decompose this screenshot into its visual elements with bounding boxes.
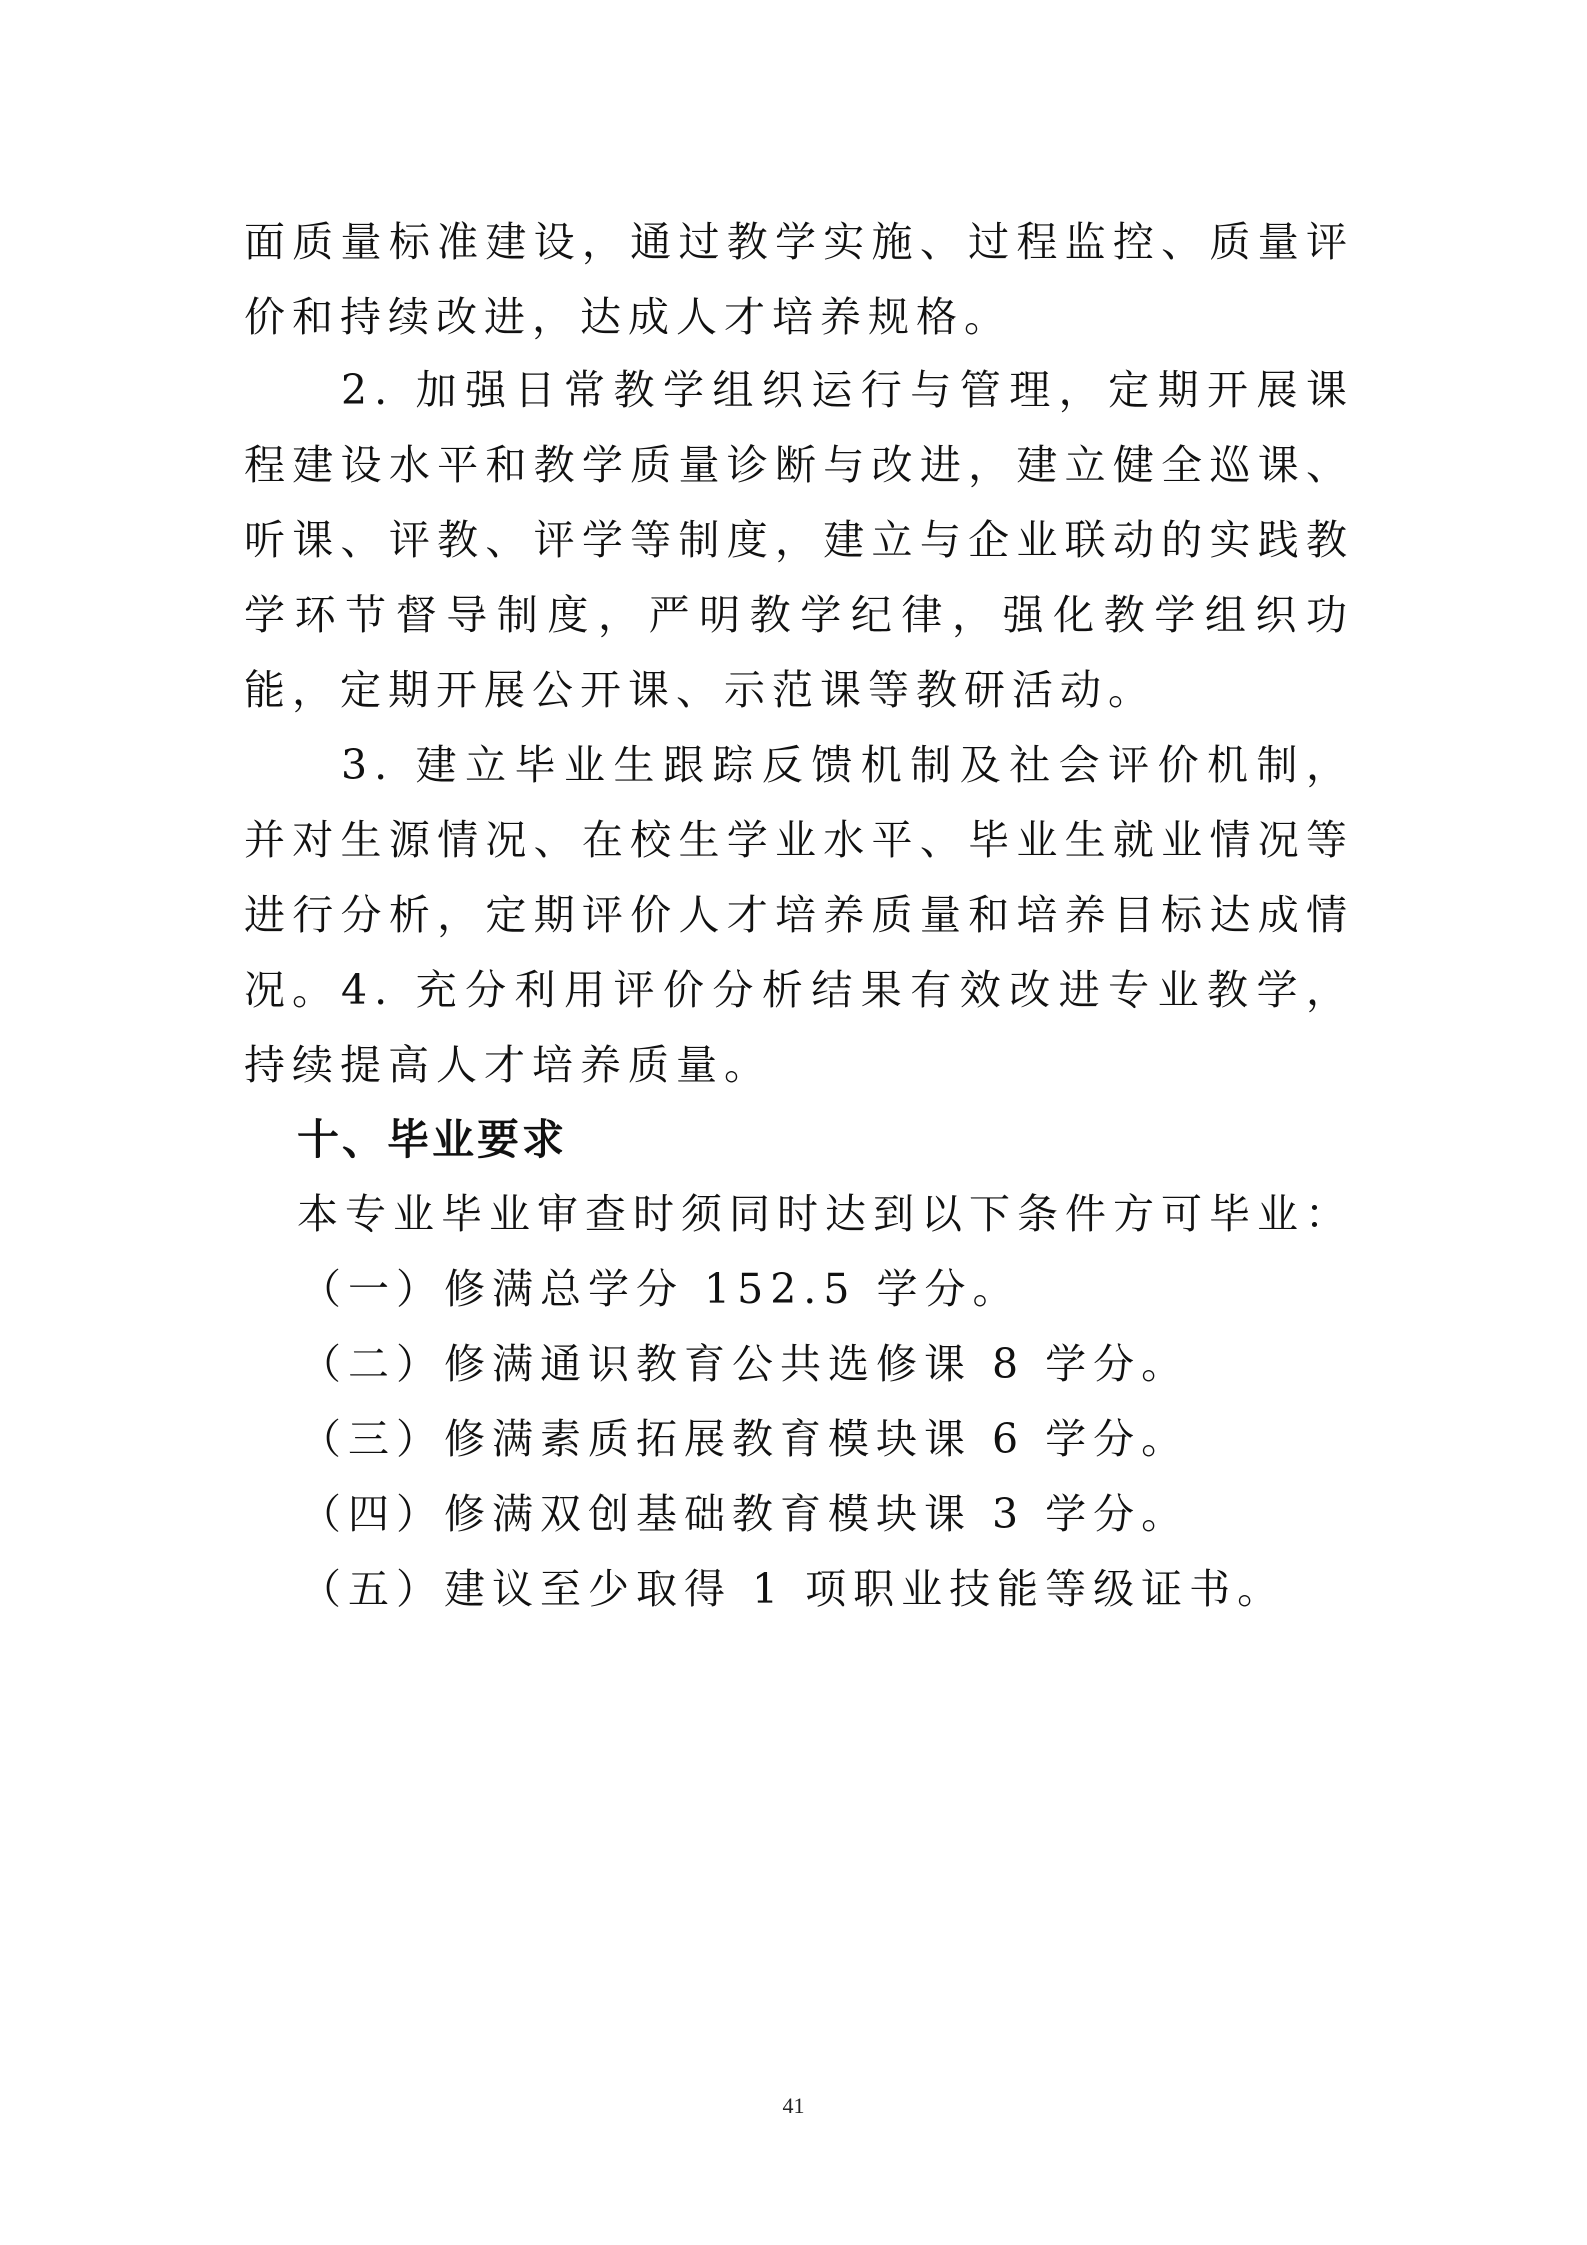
- list-item: （五）建议至少取得 1 项职业技能等级证书。: [300, 1565, 1286, 1613]
- list-item: （一）修满总学分 152.5 学分。: [300, 1265, 1021, 1313]
- paragraph-quality-standards: 面质量标准建设，通过教学实施、过程监控、质量评价和持续改进，达成人才培养规格。: [244, 218, 1354, 341]
- graduation-intro: 本专业毕业审查时须同时达到以下条件方可毕业：: [297, 1190, 1353, 1238]
- page-number: 41: [782, 2093, 805, 2118]
- section-heading-graduation-requirements: 十、毕业要求: [297, 1115, 568, 1164]
- paragraph-item-2: 2. 加强日常教学组织运行与管理，定期开展课程建设水平和教学质量诊断与改进，建立健全巡课、听课、评教、评学等制度，建立与企业联动的实践教学环节督导制度，严明教学纪律，强化教学组织功能，定期开展公开课、示范课等教研活动。: [244, 366, 1354, 714]
- list-item: （二）修满通识教育公共选修课 8 学分。: [300, 1340, 1190, 1388]
- list-item: （四）修满双创基础教育模块课 3 学分。: [300, 1490, 1190, 1538]
- list-item: （三）修满素质拓展教育模块课 6 学分。: [300, 1415, 1190, 1463]
- paragraph-item-4: 4. 充分利用评价分析结果有效改进专业教学，持续提高人才培养质量。: [244, 966, 1354, 1089]
- paragraph-item-3: 3. 建立毕业生跟踪反馈机制及社会评价机制，并对生源情况、在校生学业水平、毕业生就业情况等进行分析，定期评价人才培养质量和培养目标达成情况。: [244, 741, 1354, 1014]
